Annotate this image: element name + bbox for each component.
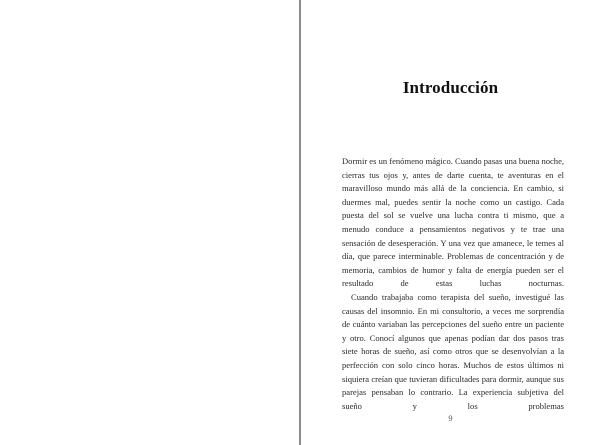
body-text xyxy=(342,155,564,413)
page-number: 9 xyxy=(448,413,453,423)
left-page xyxy=(0,0,299,445)
right-page xyxy=(301,0,600,445)
chapter-title: Introducción xyxy=(402,78,499,97)
paragraph-1: Dormir es un fenómeno mágico. Cuando pasas una buena noche, cierras tus ojos y, antes de darte cuenta, te aventuras en el maravilloso mundo más allá de la conciencia. En cambio, si duermes mal, puedes sentir la noche como un castigo. Cada puesta del sol se vuelve una lucha contra ti mismo, que a menudo conduce a pensamientos negativos y te trae una sensación de desesperación. Y una vez que amanece, le temes al día, que parece interminable. Problemas de concentración y de memoria, cambios de humor y falta de energía pueden ser el resultado de estas luchas nocturnas. xyxy=(342,156,564,289)
paragraph-2: Cuando trabajaba como terapista del sueño, investigué las causas del insomnio. En mi consultorio, a veces me sorprendía de cuánto variaban las percepciones del sueño entre un paciente y otro. Conocí algunos que apenas podían dar dos pasos tras siete horas de sueño, así como otros que se desenvolvían a la perfección con solo cinco horas. Muchos de estos últimos ni siquiera creían que tuvieran dificultades para dormir, aunque sus parejas pensaban lo contrario. La experiencia subjetiva del sueño y los problemas xyxy=(342,291,564,411)
